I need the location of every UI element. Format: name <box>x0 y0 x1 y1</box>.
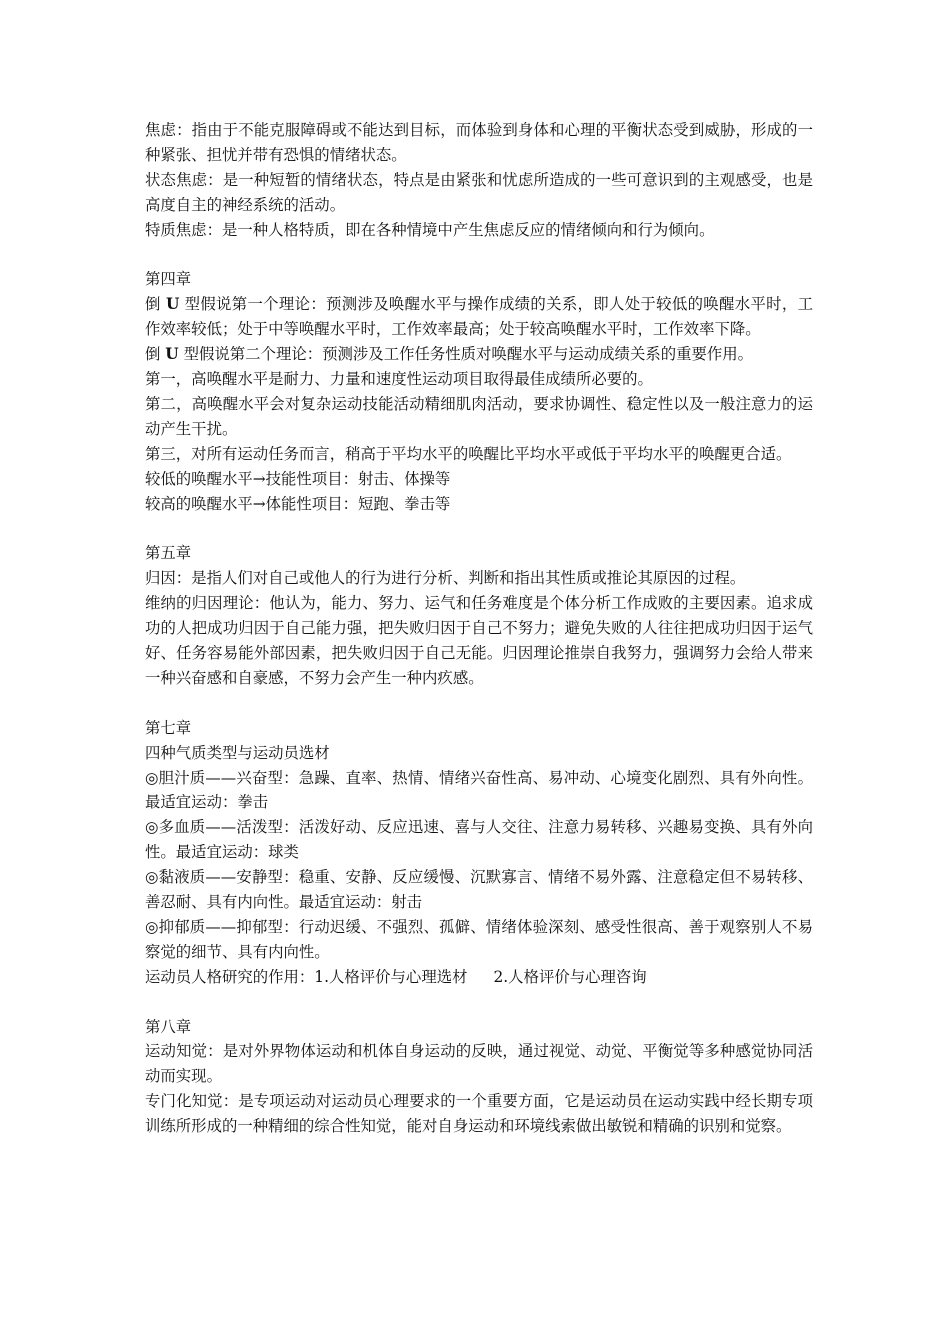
sanguine-type: ◎多血质——活泼型：活泼好动、反应迅速、喜与人交往、注意力易转移、兴趣易变换、具有外向性。最适宜运动：球类 <box>145 818 813 862</box>
inverted-u-prefix: 倒 <box>145 345 166 364</box>
anxiety-definition: 焦虑：指由于不能克服障碍或不能达到目标，而体验到身体和心理的平衡状态受到威胁，形成的一种紧张、担忧并带有恐惧的情绪状态。 <box>145 121 813 164</box>
chapter-5-heading: 第五章 <box>145 544 192 563</box>
high-arousal-line: 较高的唤醒水平→体能性项目：短跑、拳击等 <box>145 494 451 513</box>
role-2: 2.人格评价与心理咨询 <box>493 967 647 986</box>
specialized-perception-definition: 专门化知觉：是专项运动对运动员心理要求的一个重要方面，它是运动员在运动实践中经长期专项训练所形成的一种精细的综合性知觉，能对自身运动和环境线索做出敏锐和精确的识别和觉察。 <box>145 1092 813 1136</box>
spacer <box>145 516 813 541</box>
document-page <box>145 118 813 1139</box>
motion-perception-definition: 运动知觉：是对外界物体运动和机体自身运动的反映，通过视觉、动觉、平衡觉等多种感觉协同活动而实现。 <box>145 1042 813 1086</box>
spacer <box>145 990 813 1015</box>
phlegmatic-type: ◎黏液质——安静型：稳重、安静、反应缓慢、沉默寡言、情绪不易外露、注意稳定但不易转移、善忍耐、具有内向性。最适宜运动：射击 <box>145 868 813 912</box>
chapter-4-heading: 第四章 <box>145 270 192 289</box>
melancholic-type: ◎抑郁质——抑郁型：行动迟缓、不强烈、孤僻、情绪体验深刻、感受性很高、善于观察别人不易察觉的细节、具有内向性。 <box>145 917 813 961</box>
weiner-attribution-theory: 维纳的归因理论：他认为，能力、努力、运气和任务难度是个体分析工作成败的主要因素。追求成功的人把成功归因于自己能力强，把失败归因于自己不努力；避免失败的人往往把成功归因于运气好、任务容易能外部因素，把失败归因于自己无能。归因理论推崇自我努力，强调努力会给人带来一种兴奋感和自豪感，不努力会产生一种内疚感。 <box>145 594 813 687</box>
trait-anxiety-definition: 特质焦虑：是一种人格特质，即在各种情境中产生焦虑反应的情绪倾向和行为倾向。 <box>145 220 715 239</box>
state-anxiety-definition: 状态焦虑：是一种短暂的情绪状态，特点是由紧张和忧虑所造成的一些可意识到的主观感受，也是高度自主的神经系统的活动。 <box>145 170 813 214</box>
inverted-u-prefix: 倒 <box>145 295 166 314</box>
point-second: 第二，高唤醒水平会对复杂运动技能活动精细肌肉活动，要求协调性、稳定性以及一般注意力的运动产生干扰。 <box>145 394 813 438</box>
spacer <box>145 243 813 268</box>
low-arousal-line: 较低的唤醒水平→技能性项目：射击、体操等 <box>145 469 451 488</box>
choleric-type: ◎胆汁质——兴奋型：急躁、直率、热情、情绪兴奋性高、易冲动、心境变化剧烈、具有外向性。最适宜运动：拳击 <box>145 768 813 812</box>
spacer <box>145 691 813 716</box>
inverted-u-letter: U <box>165 295 180 314</box>
chapter-8-heading: 第八章 <box>145 1017 192 1036</box>
inverted-u-theory-1-text: 型假说第一个理论：预测涉及唤醒水平与操作成绩的关系，即人处于较低的唤醒水平时，工作效率较低；处于中等唤醒水平时，工作效率最高；处于较高唤醒水平时，工作效率下降。 <box>145 295 813 339</box>
personality-research-roles <box>145 965 813 990</box>
temperament-types-heading: 四种气质类型与运动员选材 <box>145 743 330 762</box>
inverted-u-theory-1 <box>145 292 813 342</box>
inverted-u-theory-2-text: 型假说第二个理论：预测涉及工作任务性质对唤醒水平与运动成绩关系的重要作用。 <box>178 345 754 364</box>
role-1: 运动员人格研究的作用：1.人格评价与心理选材 <box>145 967 468 986</box>
point-first: 第一，高唤醒水平是耐力、力量和速度性运动项目取得最佳成绩所必要的。 <box>145 370 653 389</box>
point-third: 第三，对所有运动任务而言，稍高于平均水平的唤醒比平均水平或低于平均水平的唤醒更合适。 <box>145 444 792 463</box>
inverted-u-letter: U <box>165 345 179 364</box>
chapter-7-heading: 第七章 <box>145 718 192 737</box>
attribution-definition: 归因：是指人们对自己或他人的行为进行分析、判断和指出其性质或推论其原因的过程。 <box>145 569 746 588</box>
inverted-u-theory-2 <box>145 342 813 367</box>
